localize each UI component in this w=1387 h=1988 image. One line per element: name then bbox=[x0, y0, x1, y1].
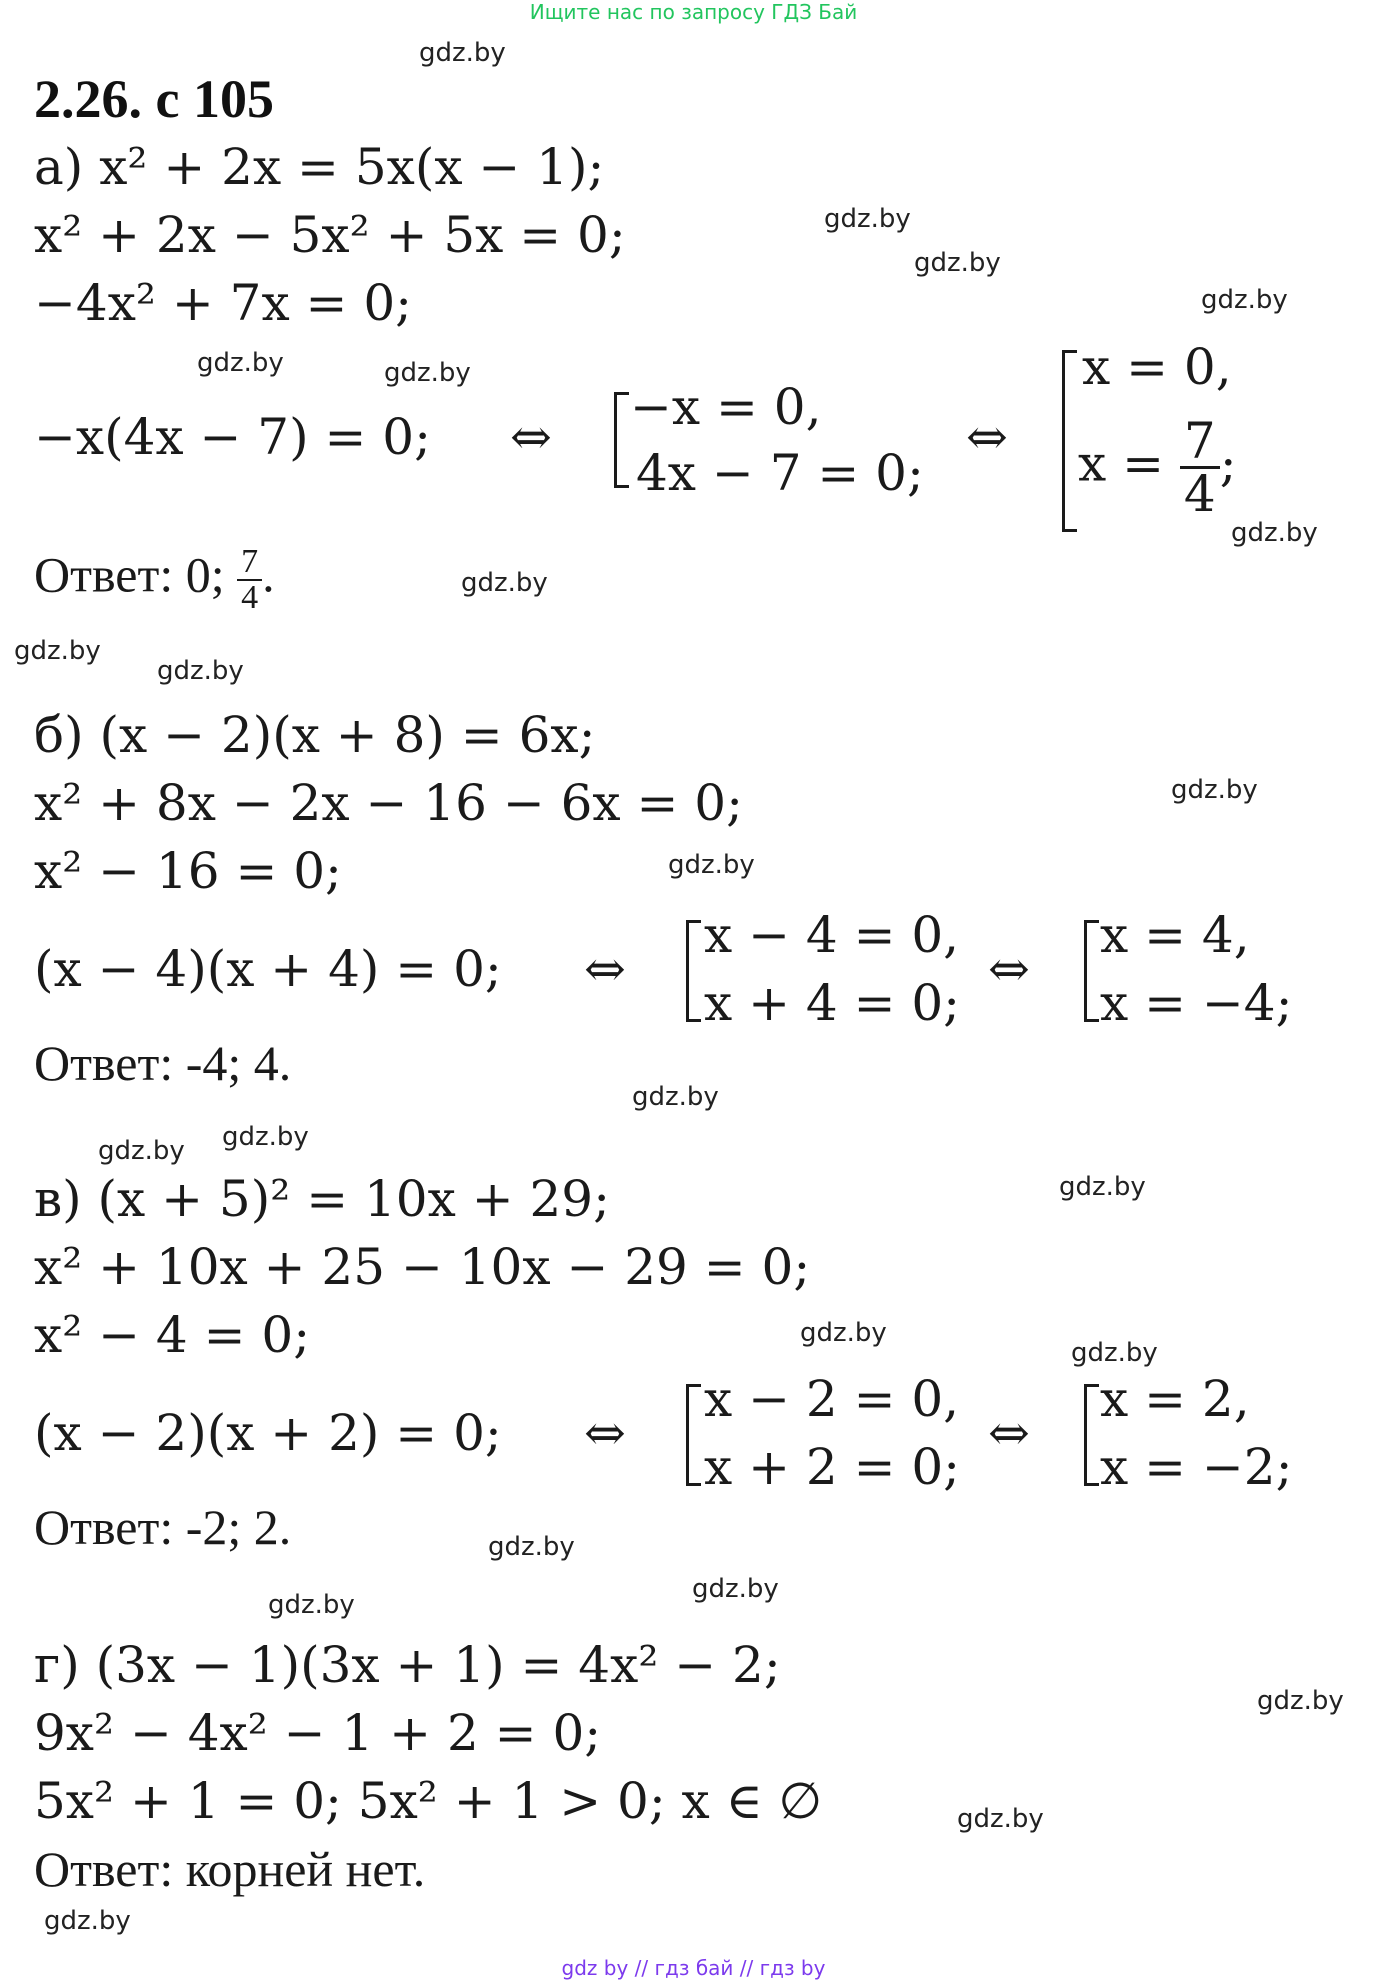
part-v-step-1: x² + 10x + 25 − 10x − 29 = 0; bbox=[34, 1238, 811, 1296]
equivalence-sign: ⇔ bbox=[988, 940, 1030, 998]
part-b-answer: Ответ: -4; 4. bbox=[34, 1035, 292, 1091]
system-bracket bbox=[686, 1384, 701, 1486]
part-a-system-2-line-1: x = 0, bbox=[1082, 338, 1232, 396]
system-bracket bbox=[1084, 920, 1099, 1022]
part-v-factored: (x − 2)(x + 2) = 0; bbox=[34, 1404, 502, 1462]
fraction-denominator: 4 bbox=[237, 579, 262, 615]
watermark: gdz.by bbox=[98, 1136, 185, 1166]
part-b-system-1-line-1: x − 4 = 0, bbox=[704, 906, 960, 964]
part-a-step-1: x² + 2x − 5x² + 5x = 0; bbox=[34, 206, 626, 264]
system-bracket bbox=[1084, 1384, 1099, 1486]
watermark: gdz.by bbox=[1231, 518, 1318, 548]
part-a-equation: а) x² + 2x = 5x(x − 1); bbox=[34, 138, 605, 196]
watermark: gdz.by bbox=[268, 1590, 355, 1620]
system-bracket bbox=[1062, 350, 1077, 532]
part-v-system-2-line-1: x = 2, bbox=[1100, 1370, 1250, 1428]
fraction bbox=[1180, 412, 1220, 523]
fraction-numerator: 7 bbox=[241, 543, 259, 580]
part-a-system-1-line-1: −x = 0, bbox=[630, 378, 822, 436]
part-v-equation: в) (x + 5)² = 10x + 29; bbox=[34, 1170, 610, 1228]
watermark: gdz.by bbox=[668, 850, 755, 880]
exercise-title: 2.26. с 105 bbox=[34, 69, 274, 129]
watermark: gdz.by bbox=[957, 1804, 1044, 1834]
part-b-system-1-line-2: x + 4 = 0; bbox=[704, 974, 961, 1032]
part-a-step-2: −4x² + 7x = 0; bbox=[34, 274, 412, 332]
semicolon: ; bbox=[1219, 434, 1237, 493]
x-equals-label: x = bbox=[1078, 434, 1164, 493]
equivalence-sign: ⇔ bbox=[584, 940, 626, 998]
answer-period: . bbox=[262, 546, 275, 603]
part-a-answer bbox=[34, 545, 275, 615]
part-g-step-2: 5x² + 1 = 0; 5x² + 1 > 0; x ∈ ∅ bbox=[34, 1772, 823, 1830]
watermark: gdz.by bbox=[1171, 775, 1258, 805]
watermark: gdz.by bbox=[384, 358, 471, 388]
part-g-equation: г) (3x − 1)(3x + 1) = 4x² − 2; bbox=[34, 1636, 781, 1694]
watermark: gdz.by bbox=[914, 248, 1001, 278]
part-v-system-1-line-2: x + 2 = 0; bbox=[704, 1438, 961, 1496]
watermark: gdz.by bbox=[488, 1532, 575, 1562]
part-v-system-2-line-2: x = −2; bbox=[1100, 1438, 1293, 1496]
footer-links: gdz by // гдз бай // гдз by bbox=[561, 1956, 826, 1980]
watermark: gdz.by bbox=[1201, 285, 1288, 315]
part-v-system-1-line-1: x − 2 = 0, bbox=[704, 1370, 960, 1428]
watermark: gdz.by bbox=[1059, 1172, 1146, 1202]
watermark: gdz.by bbox=[157, 656, 244, 686]
watermark: gdz.by bbox=[222, 1122, 309, 1152]
part-a-system-2-line-2 bbox=[1078, 412, 1237, 523]
part-a-factored: −x(4x − 7) = 0; bbox=[34, 408, 431, 466]
fraction-denominator: 4 bbox=[1180, 466, 1220, 519]
watermark: gdz.by bbox=[824, 204, 911, 234]
part-b-step-1: x² + 8x − 2x − 16 − 6x = 0; bbox=[34, 774, 743, 832]
answer-fraction bbox=[237, 545, 262, 615]
part-a-system-1-line-2: 4x − 7 = 0; bbox=[636, 444, 924, 502]
part-g-answer: Ответ: корней нет. bbox=[34, 1841, 426, 1897]
watermark: gdz.by bbox=[44, 1906, 131, 1936]
system-bracket bbox=[686, 920, 701, 1022]
part-b-equation: б) (x − 2)(x + 8) = 6x; bbox=[34, 706, 596, 764]
equivalence-sign: ⇔ bbox=[988, 1404, 1030, 1462]
part-b-factored: (x − 4)(x + 4) = 0; bbox=[34, 940, 502, 998]
watermark: gdz.by bbox=[692, 1574, 779, 1604]
watermark: gdz.by bbox=[1257, 1686, 1344, 1716]
answer-label: Ответ: 0; bbox=[34, 546, 225, 603]
watermark: gdz.by bbox=[419, 38, 506, 68]
part-g-step-1: 9x² − 4x² − 1 + 2 = 0; bbox=[34, 1704, 602, 1762]
part-b-system-2-line-1: x = 4, bbox=[1100, 906, 1250, 964]
watermark: gdz.by bbox=[197, 348, 284, 378]
part-v-answer: Ответ: -2; 2. bbox=[34, 1499, 292, 1555]
equivalence-sign: ⇔ bbox=[510, 408, 552, 466]
watermark: gdz.by bbox=[800, 1318, 887, 1348]
equivalence-sign: ⇔ bbox=[966, 408, 1008, 466]
part-b-system-2-line-2: x = −4; bbox=[1100, 974, 1293, 1032]
watermark: gdz.by bbox=[14, 636, 101, 666]
watermark: gdz.by bbox=[632, 1082, 719, 1112]
search-banner: Ищите нас по запросу ГДЗ Бай bbox=[529, 0, 858, 24]
system-bracket bbox=[614, 392, 629, 488]
watermark: gdz.by bbox=[461, 568, 548, 598]
fraction-numerator: 7 bbox=[1183, 412, 1216, 470]
equivalence-sign: ⇔ bbox=[584, 1404, 626, 1462]
part-v-step-2: x² − 4 = 0; bbox=[34, 1306, 311, 1364]
watermark: gdz.by bbox=[1071, 1338, 1158, 1368]
part-b-step-2: x² − 16 = 0; bbox=[34, 842, 342, 900]
